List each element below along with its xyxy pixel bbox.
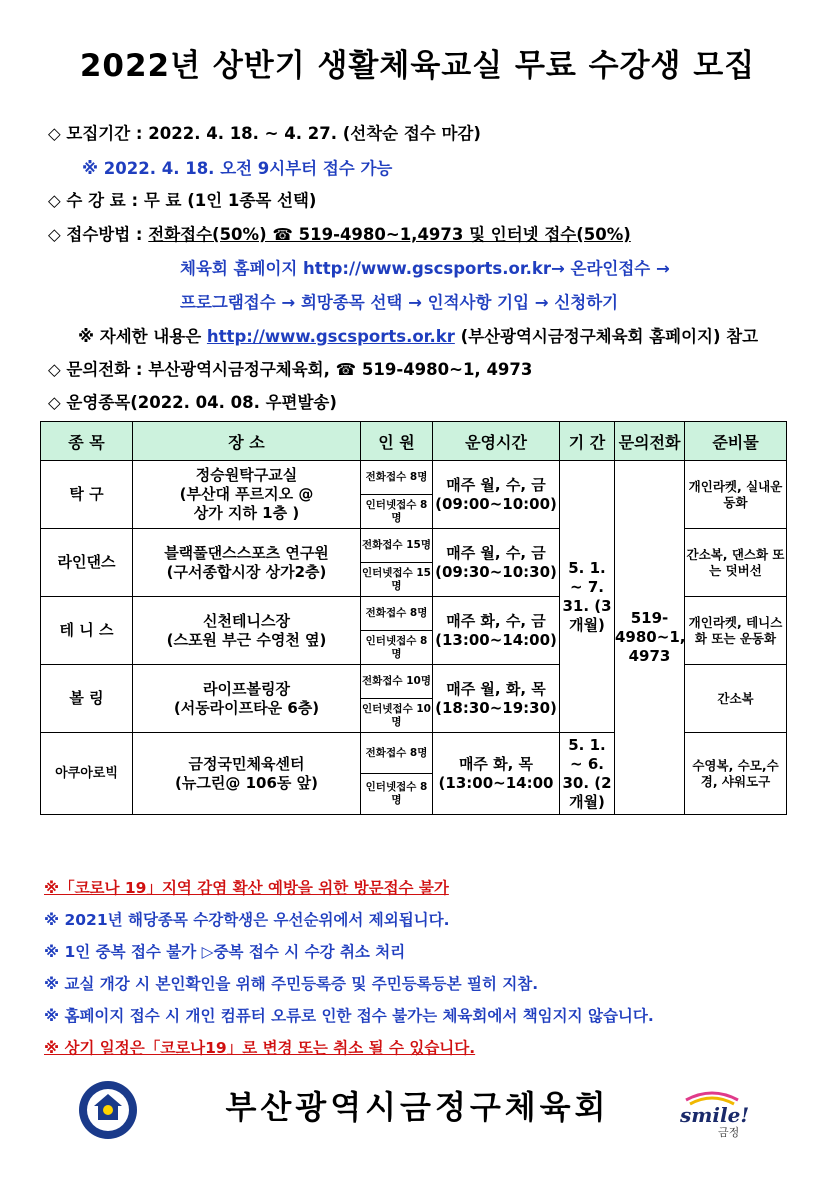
header-cell: 종 목 <box>41 422 133 461</box>
net-quota: 인터넷접수 15명 <box>361 563 433 597</box>
method-line-3: 프로그램접수 → 희망종목 선택 → 인적사항 기입 → 신청하기 <box>180 293 619 312</box>
supplies-cell: 개인라켓, 테니스화 또는 운동화 <box>685 597 787 665</box>
header-cell: 준비물 <box>685 422 787 461</box>
place-name: 라이프볼링장 <box>203 679 290 698</box>
smile-text: smile! <box>680 1103 750 1127</box>
organization-name: 부산광역시금정구체육회 <box>225 1088 610 1126</box>
notice-line: ※ 홈페이지 접수 시 개인 컴퓨터 오류로 인한 접수 불가는 체육회에서 책임지지 않습니다. <box>44 1007 654 1025</box>
net-quota: 인터넷접수 8명 <box>361 631 433 665</box>
events-label: ◇ 운영종목(2022. 04. 08. 우편발송) <box>48 393 337 412</box>
schedule-cell <box>433 529 560 597</box>
notice-line: ※ 상기 일정은「코로나19」로 변경 또는 취소 될 수 있습니다. <box>44 1039 476 1057</box>
schedule-cell <box>433 665 560 733</box>
place-name: 금정국민체육센터 <box>188 754 305 773</box>
phone-quota: 전화접수 10명 <box>361 665 433 699</box>
notice-line: ※「코로나 19」지역 감염 확산 예방을 위한 방문접수 불가 <box>44 879 449 897</box>
header-cell: 기 간 <box>560 422 615 461</box>
method-line-2: 체육회 홈페이지 http://www.gscsports.or.kr→ 온라인접수 → <box>180 259 670 278</box>
period-cell: 5. 1. ~ 6. 30. (2개월) <box>560 733 615 815</box>
event-cell: 볼 링 <box>41 665 133 733</box>
days: 매주 월, 수, 금 <box>446 475 546 494</box>
place-cell <box>133 529 361 597</box>
time: (13:00~14:00 <box>438 773 554 792</box>
net-quota: 인터넷접수 10명 <box>361 699 433 733</box>
recruit-period-note: ※ 2022. 4. 18. 오전 9시부터 접수 가능 <box>82 159 393 178</box>
schedule-cell <box>433 597 560 665</box>
days: 매주 월, 수, 금 <box>446 543 546 562</box>
fee-line: ◇ 수 강 료 : 무 료 (1인 1종목 선택) <box>48 191 317 210</box>
supplies-cell: 간소복 <box>685 665 787 733</box>
place-detail: 상가 지하 1층 ) <box>193 504 300 522</box>
method-text: 전화접수(50%) ☎ 519-4980~1,4973 및 인터넷 접수(50%) <box>148 225 631 244</box>
event-cell: 라인댄스 <box>41 529 133 597</box>
place-cell <box>133 665 361 733</box>
smile-logo-icon <box>672 1086 752 1140</box>
time: (09:00~10:00) <box>435 494 557 513</box>
phone-quota: 전화접수 15명 <box>361 529 433 563</box>
place-name: 블랙풀댄스스포츠 연구원 <box>164 543 329 562</box>
recruit-period: ◇ 모집기간 : 2022. 4. 18. ~ 4. 27. (선착순 접수 마감) <box>48 124 481 143</box>
table-row <box>41 461 787 495</box>
period-cell: 5. 1. ~ 7. 31. (3개월) <box>560 461 615 733</box>
place-cell <box>133 597 361 665</box>
detail-suffix: (부산광역시금정구체육회 홈페이지) 참고 <box>454 327 759 346</box>
header-cell: 문의전화 <box>615 422 685 461</box>
supplies-cell: 개인라켓, 실내운동화 <box>685 461 787 529</box>
event-cell: 테 니 스 <box>41 597 133 665</box>
place-detail: (서동라이프타운 6층) <box>173 698 320 717</box>
notice-line: ※ 2021년 해당종목 수강학생은 우선순위에서 제외됩니다. <box>44 911 450 929</box>
notice-line: ※ 교실 개강 시 본인확인을 위해 주민등록증 및 주민등록등본 필히 지참. <box>44 975 539 993</box>
days: 매주 화, 수, 금 <box>446 611 546 630</box>
phone-quota: 전화접수 8명 <box>361 733 433 774</box>
phone-quota: 전화접수 8명 <box>361 461 433 495</box>
schedule-cell <box>433 461 560 529</box>
header-cell: 운영시간 <box>433 422 560 461</box>
place-name: 정승원탁구교실 <box>195 466 298 484</box>
header-cell: 장 소 <box>133 422 361 461</box>
net-quota: 인터넷접수 8명 <box>361 495 433 529</box>
place-detail: (스포원 부근 수영천 옆) <box>166 630 327 649</box>
time: (18:30~19:30) <box>435 698 557 717</box>
place-detail: (뉴그린@ 106동 앞) <box>175 773 318 792</box>
event-cell: 아쿠아로빅 <box>41 733 133 815</box>
phone-quota: 전화접수 8명 <box>361 597 433 631</box>
table-header-row <box>41 422 787 461</box>
header-cell: 인 원 <box>361 422 433 461</box>
detail-prefix: ※ 자세한 내용은 <box>78 327 207 346</box>
detail-line <box>78 323 758 347</box>
detail-link[interactable]: http://www.gscsports.or.kr <box>206 327 455 346</box>
place-detail: (부산대 푸르지오 @ <box>179 485 314 503</box>
supplies-cell: 간소복, 댄스화 또는 덧버선 <box>685 529 787 597</box>
page-title: 2022년 상반기 생활체육교실 무료 수강생 모집 <box>79 48 756 84</box>
days: 매주 월, 화, 목 <box>446 679 546 698</box>
days: 매주 화, 목 <box>458 754 534 773</box>
place-cell <box>133 733 361 815</box>
time: (13:00~14:00) <box>435 630 557 649</box>
place-cell <box>133 461 361 529</box>
time: (09:30~10:30) <box>435 562 557 581</box>
method-prefix: ◇ 접수방법 : <box>48 225 149 244</box>
event-cell: 탁 구 <box>41 461 133 529</box>
notice-line: ※ 1인 중복 접수 불가 ▷중복 접수 시 수강 취소 처리 <box>44 943 406 961</box>
schedule-table <box>40 421 787 815</box>
place-detail: (구서종합시장 상가2층) <box>166 562 327 581</box>
smile-geumjeong-logo <box>672 1086 752 1140</box>
smile-sub-text: 금정 <box>718 1126 740 1139</box>
contact-line: ◇ 문의전화 : 부산광역시금정구체육회, ☎ 519-4980~1, 4973 <box>48 360 533 379</box>
place-name: 신천테니스장 <box>203 611 290 630</box>
supplies-cell: 수영복, 수모,수경, 샤워도구 <box>685 733 787 815</box>
phone-cell: 519-4980~1, 4973 <box>615 461 685 815</box>
schedule-cell <box>433 733 560 815</box>
method-line <box>48 221 631 245</box>
net-quota: 인터넷접수 8명 <box>361 774 433 815</box>
